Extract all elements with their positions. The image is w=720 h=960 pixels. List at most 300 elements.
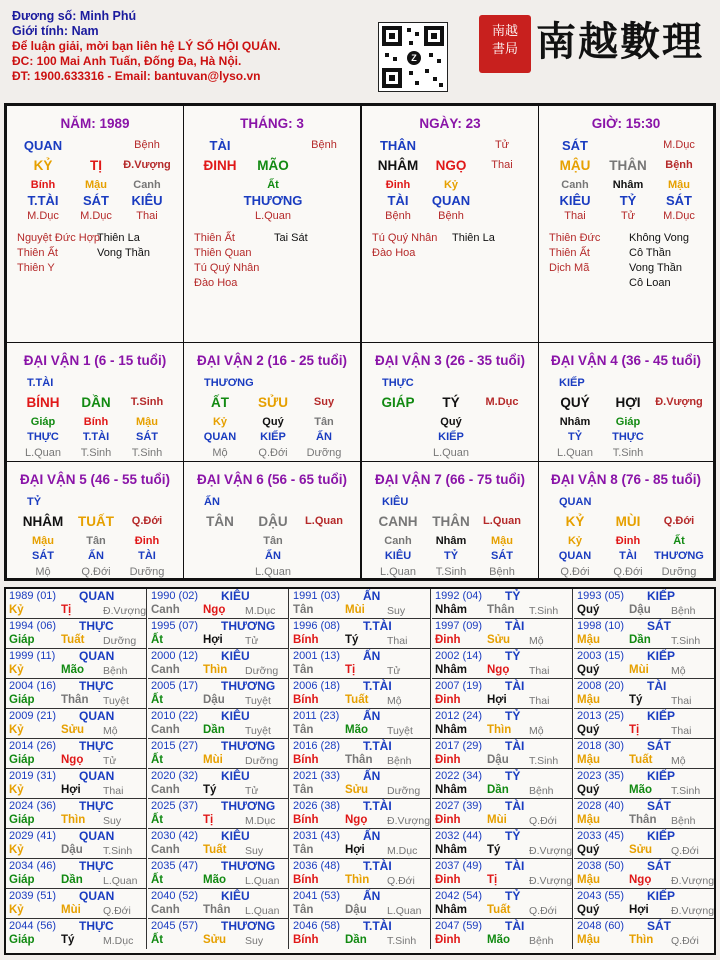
year-stage: Đ.Vượng: [671, 905, 714, 917]
luck-stage: Suy: [313, 396, 335, 408]
year-cell[interactable]: [290, 589, 431, 619]
luck-hidden-god: ẤN: [265, 550, 281, 562]
year-god: THỰC: [79, 799, 114, 813]
year-cell[interactable]: [574, 589, 714, 619]
hidden-stem: Mậu: [668, 179, 690, 191]
year-cell[interactable]: [432, 739, 573, 769]
year-god: T.TÀI: [363, 799, 392, 813]
year-god: TÀI: [505, 679, 525, 693]
luck-hidden-stage: Mộ: [212, 447, 228, 459]
hidden-stem: Canh: [561, 179, 589, 191]
year-stage: Bệnh: [529, 785, 554, 797]
year-stage: Đ.Vượng: [671, 875, 714, 887]
year-god: KIÊU: [221, 829, 250, 843]
year-label: 2010 (22): [151, 710, 199, 722]
year-branch: Dần: [203, 724, 225, 736]
year-god: TỶ: [505, 829, 521, 843]
luck-hidden-stem: Nhâm: [559, 416, 591, 428]
year-cell[interactable]: [148, 709, 289, 739]
year-god: SÁT: [647, 919, 671, 933]
year-stage: Tuyệt: [103, 695, 129, 707]
year-stem: Ất: [151, 694, 164, 706]
luck-stem-god: THƯƠNG: [204, 377, 254, 389]
luck-branch: SỬU: [258, 395, 288, 410]
luck-period-title: ĐẠI VẬN 3 (26 - 35 tuổi): [374, 353, 526, 368]
year-cell[interactable]: [6, 679, 147, 709]
luck-stem-god: T.TÀI: [27, 377, 54, 389]
pillar-branch-stage: Thai: [491, 159, 513, 171]
year-cell[interactable]: [432, 709, 573, 739]
luck-branch: DẦN: [81, 395, 111, 410]
year-branch: Tị: [203, 814, 214, 826]
luck-hidden-stage: Q.Đới: [81, 566, 111, 578]
year-stage: Mộ: [529, 725, 544, 737]
year-branch: Sửu: [487, 634, 511, 646]
luck-hidden-god: ẤN: [316, 431, 332, 443]
annual-luck-table: [4, 587, 716, 955]
year-cell[interactable]: [574, 889, 714, 919]
year-cell[interactable]: [432, 649, 573, 679]
hidden-stem-god: KIÊU: [131, 193, 163, 208]
year-god: THƯƠNG: [221, 679, 276, 693]
year-branch: Hợi: [487, 694, 507, 706]
year-cell[interactable]: [148, 829, 289, 859]
year-label: 2045 (57): [151, 920, 199, 932]
year-branch: Mão: [61, 664, 84, 676]
year-god: TÀI: [505, 619, 525, 633]
luck-stem: ẤT: [211, 395, 229, 410]
year-cell[interactable]: [574, 679, 714, 709]
year-god: QUAN: [79, 589, 115, 603]
luck-hidden-stem: Mậu: [32, 535, 54, 547]
year-stage: Tuyệt: [245, 695, 271, 707]
luck-period-cell: [361, 342, 539, 462]
year-god: THỰC: [79, 919, 114, 933]
year-cell[interactable]: [432, 679, 573, 709]
year-god: SÁT: [647, 739, 671, 753]
year-stem: Canh: [151, 844, 180, 856]
year-label: 2018 (30): [577, 740, 625, 752]
luck-period-cell: [6, 461, 184, 579]
year-branch: Tý: [61, 934, 75, 946]
year-cell[interactable]: [290, 679, 431, 709]
year-branch: Dần: [61, 874, 83, 886]
luck-branch: THÂN: [432, 514, 470, 529]
pillar-cell: [361, 105, 539, 343]
luck-hidden-stem: Canh: [384, 535, 412, 547]
year-cell[interactable]: [574, 769, 714, 799]
hidden-stem: Nhâm: [612, 179, 644, 191]
shen-sha-star: Cô Loan: [629, 277, 671, 289]
year-branch: Tị: [487, 874, 498, 886]
luck-stem: KỶ: [565, 514, 585, 529]
luck-hidden-stage: T.Sinh: [80, 447, 112, 459]
year-cell[interactable]: [290, 709, 431, 739]
year-branch: Thân: [203, 904, 231, 916]
year-label: 2030 (42): [151, 830, 199, 842]
year-label: 2034 (46): [9, 860, 57, 872]
year-god: QUAN: [79, 829, 115, 843]
year-cell[interactable]: [6, 829, 147, 859]
year-stage: Tuyệt: [245, 725, 271, 737]
year-label: 2000 (12): [151, 650, 199, 662]
luck-stem: CANH: [378, 514, 418, 529]
year-cell[interactable]: [6, 769, 147, 799]
year-stem: Nhâm: [435, 604, 467, 616]
year-label: 2025 (37): [151, 800, 199, 812]
pillar-life-stage: M.Dục: [663, 139, 695, 151]
year-stem: Giáp: [9, 874, 35, 886]
year-label: 2016 (28): [293, 740, 341, 752]
year-label: 2039 (51): [9, 890, 57, 902]
phone-email[interactable]: ĐT: 1900.633316 - Email: bantuvan@lyso.vn: [12, 69, 261, 83]
year-branch: Mùi: [629, 664, 649, 676]
hidden-stem: Mậu: [85, 179, 107, 191]
year-god: KIÊU: [221, 889, 250, 903]
year-cell[interactable]: [148, 919, 289, 949]
year-god: SÁT: [647, 859, 671, 873]
luck-period-cell: [361, 461, 539, 579]
hidden-stem-stage: Bệnh: [385, 210, 411, 222]
year-god: THỰC: [79, 679, 114, 693]
year-cell[interactable]: [6, 739, 147, 769]
year-stage: T.Sinh: [387, 935, 417, 947]
year-stage: Q.Đới: [671, 845, 699, 857]
year-stem: Quý: [577, 904, 600, 916]
year-cell[interactable]: [148, 739, 289, 769]
year-label: 2004 (16): [9, 680, 57, 692]
year-stem: Ất: [151, 754, 164, 766]
luck-hidden-stem: Mậu: [491, 535, 513, 547]
year-god: KIẾP: [647, 889, 676, 903]
year-stem: Tân: [293, 724, 314, 736]
year-stage: Dưỡng: [103, 635, 137, 647]
year-stage: Mộ: [671, 665, 686, 677]
year-stage: Q.Đới: [387, 875, 415, 887]
pillar-stem: KỶ: [33, 158, 53, 173]
luck-hidden-god: TỶ: [567, 431, 583, 443]
year-stem: Kỷ: [9, 724, 24, 736]
year-branch: Mão: [629, 784, 652, 796]
luck-hidden-stage: L.Quan: [24, 447, 62, 459]
year-cell[interactable]: [290, 769, 431, 799]
year-cell[interactable]: [148, 799, 289, 829]
shen-sha-star: Cô Thần: [629, 247, 671, 259]
year-branch: Thân: [345, 754, 373, 766]
year-cell[interactable]: [290, 799, 431, 829]
luck-stem-god: ẤN: [204, 496, 220, 508]
luck-stage: M.Dục: [485, 396, 519, 408]
year-stem: Mậu: [577, 694, 600, 706]
pillar-stem-god: THÂN: [379, 138, 417, 153]
year-branch: Thìn: [487, 724, 512, 736]
year-stage: Tuyệt: [387, 725, 413, 737]
year-god: TỶ: [505, 769, 521, 783]
year-stage: Mộ: [671, 755, 686, 767]
year-branch: Tị: [345, 664, 356, 676]
year-branch: Thân: [629, 814, 657, 826]
year-stage: Thai: [671, 725, 692, 737]
year-stage: Tử: [387, 665, 401, 677]
year-cell[interactable]: [290, 859, 431, 889]
year-stem: Quý: [577, 604, 600, 616]
shen-sha-star: Không Vong: [629, 232, 689, 244]
luck-hidden-stage: Q.Đới: [613, 566, 643, 578]
year-stage: Dưỡng: [245, 755, 279, 767]
year-stage: Dưỡng: [245, 665, 279, 677]
shen-sha-star: Vong Thần: [629, 262, 683, 274]
year-branch: Thìn: [629, 934, 654, 946]
luck-period-title: ĐẠI VẬN 1 (6 - 15 tuổi): [23, 353, 167, 368]
year-label: 2012 (24): [435, 710, 483, 722]
year-cell[interactable]: [148, 589, 289, 619]
year-stage: Mộ: [103, 725, 118, 737]
luck-hidden-god: THƯƠNG: [654, 550, 704, 562]
year-cell[interactable]: [6, 649, 147, 679]
year-branch: Hợi: [345, 844, 365, 856]
year-cell[interactable]: [148, 619, 289, 649]
year-label: 2033 (45): [577, 830, 625, 842]
luck-stage: Q.Đới: [131, 515, 163, 527]
year-cell[interactable]: [432, 859, 573, 889]
year-stem: Giáp: [9, 754, 35, 766]
year-god: QUAN: [79, 769, 115, 783]
hidden-stem-stage: Thai: [564, 210, 586, 222]
luck-hidden-stage: Dưỡng: [129, 566, 165, 578]
year-cell[interactable]: [432, 889, 573, 919]
year-cell[interactable]: [574, 859, 714, 889]
year-stem: Mậu: [577, 814, 600, 826]
year-cell[interactable]: [148, 649, 289, 679]
luck-branch: TÝ: [442, 395, 460, 410]
luck-period-title: ĐẠI VẬN 7 (66 - 75 tuổi): [374, 472, 526, 487]
pillar-stem-god: QUAN: [23, 138, 63, 153]
year-cell[interactable]: [432, 619, 573, 649]
year-cell[interactable]: [574, 619, 714, 649]
year-god: SÁT: [647, 799, 671, 813]
year-god: KIẾP: [647, 709, 676, 723]
year-label: 2036 (48): [293, 860, 341, 872]
year-stem: Bính: [293, 694, 319, 706]
year-god: TỶ: [505, 889, 521, 903]
year-cell[interactable]: [290, 889, 431, 919]
year-label: 2024 (36): [9, 800, 57, 812]
year-label: 2009 (21): [9, 710, 57, 722]
year-cell[interactable]: [290, 919, 431, 949]
year-god: QUAN: [79, 649, 115, 663]
year-stage: Thai: [103, 785, 124, 797]
year-god: QUAN: [79, 889, 115, 903]
year-branch: Mùi: [487, 814, 507, 826]
shen-sha-star: Tú Quý Nhân: [194, 262, 260, 274]
year-label: 2044 (56): [9, 920, 57, 932]
year-cell[interactable]: [574, 829, 714, 859]
year-label: 1990 (02): [151, 590, 199, 602]
luck-hidden-stem: Kỷ: [212, 416, 228, 428]
year-cell[interactable]: [574, 739, 714, 769]
year-cell[interactable]: [6, 889, 147, 919]
luck-stem-god: THỰC: [382, 377, 414, 389]
year-god: TÀI: [505, 739, 525, 753]
year-stage: Bệnh: [529, 935, 554, 947]
year-branch: Thìn: [345, 874, 370, 886]
luck-stem-god: KIÊU: [382, 496, 409, 508]
year-label: 2007 (19): [435, 680, 483, 692]
year-stage: Mộ: [387, 695, 402, 707]
year-branch: Mão: [345, 724, 368, 736]
year-label: 2035 (47): [151, 860, 199, 872]
luck-hidden-stem: Bính: [83, 416, 109, 428]
year-stage: Bệnh: [671, 815, 696, 827]
pillar-stem-god: TÀI: [209, 138, 231, 153]
shen-sha-star: Tú Quý Nhân: [372, 232, 438, 244]
luck-hidden-stem: Nhâm: [435, 535, 467, 547]
year-label: 1995 (07): [151, 620, 199, 632]
year-god: THỰC: [79, 859, 114, 873]
luck-stem-god: TỶ: [27, 496, 42, 508]
year-stem: Kỷ: [9, 604, 24, 616]
year-cell[interactable]: [148, 679, 289, 709]
year-branch: Tý: [629, 694, 643, 706]
hidden-stem-god: SÁT: [666, 193, 692, 208]
year-cell[interactable]: [574, 919, 714, 949]
year-stem: Đinh: [435, 934, 461, 946]
year-stage: Bệnh: [671, 605, 696, 617]
year-god: T.TÀI: [363, 919, 392, 933]
shen-sha-star: Thiên Ất: [549, 247, 590, 259]
year-cell[interactable]: [432, 589, 573, 619]
shen-sha-star: Thiên Ất: [17, 247, 58, 259]
year-label: 2031 (43): [293, 830, 341, 842]
luck-hidden-stem: Tân: [86, 535, 106, 547]
year-label: 1996 (08): [293, 620, 341, 632]
year-cell[interactable]: [574, 799, 714, 829]
year-stem: Canh: [151, 724, 180, 736]
luck-hidden-god: SÁT: [491, 550, 513, 562]
year-label: 2041 (53): [293, 890, 341, 902]
pillar-title: NGÀY: 23: [419, 116, 481, 131]
year-label: 2002 (14): [435, 650, 483, 662]
luck-hidden-god: SÁT: [136, 431, 158, 443]
year-cell[interactable]: [290, 619, 431, 649]
year-god: T.TÀI: [363, 859, 392, 873]
luck-stem: NHÂM: [22, 514, 64, 529]
year-cell[interactable]: [6, 799, 147, 829]
luck-branch: TUẤT: [78, 514, 114, 529]
seal-stamp-icon: 南越 書局: [479, 15, 531, 73]
hidden-stem: Kỷ: [443, 179, 459, 191]
year-stage: Đ.Vượng: [529, 845, 573, 857]
year-god: TÀI: [505, 919, 525, 933]
year-cell[interactable]: [432, 769, 573, 799]
luck-period-cell: [6, 342, 184, 462]
shen-sha-star: Thiên Đức: [549, 232, 601, 244]
pillar-branch-stage: Bệnh: [665, 159, 693, 171]
year-stem: Ất: [151, 934, 164, 946]
year-cell[interactable]: [6, 709, 147, 739]
brand-logo: 南越數理: [536, 18, 704, 65]
year-cell[interactable]: [432, 919, 573, 949]
year-god: TỶ: [505, 709, 521, 723]
year-stage: Tử: [245, 785, 259, 797]
hidden-stem-god: TÀI: [387, 193, 409, 208]
luck-hidden-stem: Kỷ: [567, 535, 583, 547]
year-label: 2014 (26): [9, 740, 57, 752]
year-stem: Mậu: [577, 754, 600, 766]
luck-hidden-stem: Quý: [262, 416, 284, 428]
year-god: QUAN: [79, 709, 115, 723]
year-stage: Suy: [245, 845, 264, 857]
year-cell[interactable]: [574, 649, 714, 679]
year-cell[interactable]: [148, 769, 289, 799]
year-cell[interactable]: [574, 709, 714, 739]
year-god: THƯƠNG: [221, 739, 276, 753]
year-label: 2011 (23): [293, 710, 340, 722]
pillar-stem: MẬU: [559, 158, 591, 173]
year-label: 1989 (01): [9, 590, 57, 602]
hidden-stem-stage: Bệnh: [438, 210, 464, 222]
year-stem: Tân: [293, 664, 314, 676]
year-stem: Nhâm: [435, 724, 467, 736]
year-branch: Mùi: [203, 754, 223, 766]
year-label: 2023 (35): [577, 770, 625, 782]
year-cell[interactable]: [6, 859, 147, 889]
year-stem: Quý: [577, 844, 600, 856]
year-stem: Đinh: [435, 754, 461, 766]
year-cell[interactable]: [290, 649, 431, 679]
year-cell[interactable]: [432, 799, 573, 829]
hidden-stem-stage: Thai: [136, 210, 158, 222]
year-god: THƯƠNG: [221, 919, 276, 933]
year-cell[interactable]: [148, 889, 289, 919]
year-cell[interactable]: [6, 619, 147, 649]
year-cell[interactable]: [6, 589, 147, 619]
year-label: 1993 (05): [577, 590, 625, 602]
luck-hidden-stage: L.Quan: [379, 566, 417, 578]
pillar-title: NĂM: 1989: [60, 116, 130, 131]
year-stem: Đinh: [435, 694, 461, 706]
luck-hidden-stage: Dưỡng: [661, 566, 697, 578]
year-cell[interactable]: [290, 829, 431, 859]
hidden-stem-god: QUAN: [431, 193, 471, 208]
shen-sha-star: Thiên La: [97, 232, 140, 244]
hidden-stem-stage: Tử: [620, 210, 636, 222]
qr-code-icon[interactable]: Z: [378, 22, 448, 92]
year-cell[interactable]: [148, 859, 289, 889]
owner-name: Đương số: Minh Phú: [12, 9, 137, 23]
year-branch: Mùi: [345, 604, 365, 616]
year-stem: Kỷ: [9, 844, 24, 856]
year-branch: Thân: [487, 604, 515, 616]
year-cell[interactable]: [432, 829, 573, 859]
year-god: TỶ: [505, 649, 521, 663]
year-god: TÀI: [647, 679, 667, 693]
year-stem: Nhâm: [435, 664, 467, 676]
year-stage: Bệnh: [387, 755, 412, 767]
year-branch: Ngọ: [629, 874, 652, 886]
year-cell[interactable]: [6, 919, 147, 949]
year-branch: Tuất: [629, 754, 653, 766]
year-cell[interactable]: [290, 739, 431, 769]
shen-sha-star: Thiên Y: [17, 262, 55, 274]
year-stage: Q.Đới: [529, 905, 557, 917]
year-label: 2047 (59): [435, 920, 483, 932]
year-branch: Tị: [629, 724, 640, 736]
year-stem: Giáp: [9, 814, 35, 826]
year-stem: Kỷ: [9, 664, 24, 676]
year-stem: Mậu: [577, 874, 600, 886]
year-stem: Quý: [577, 664, 600, 676]
